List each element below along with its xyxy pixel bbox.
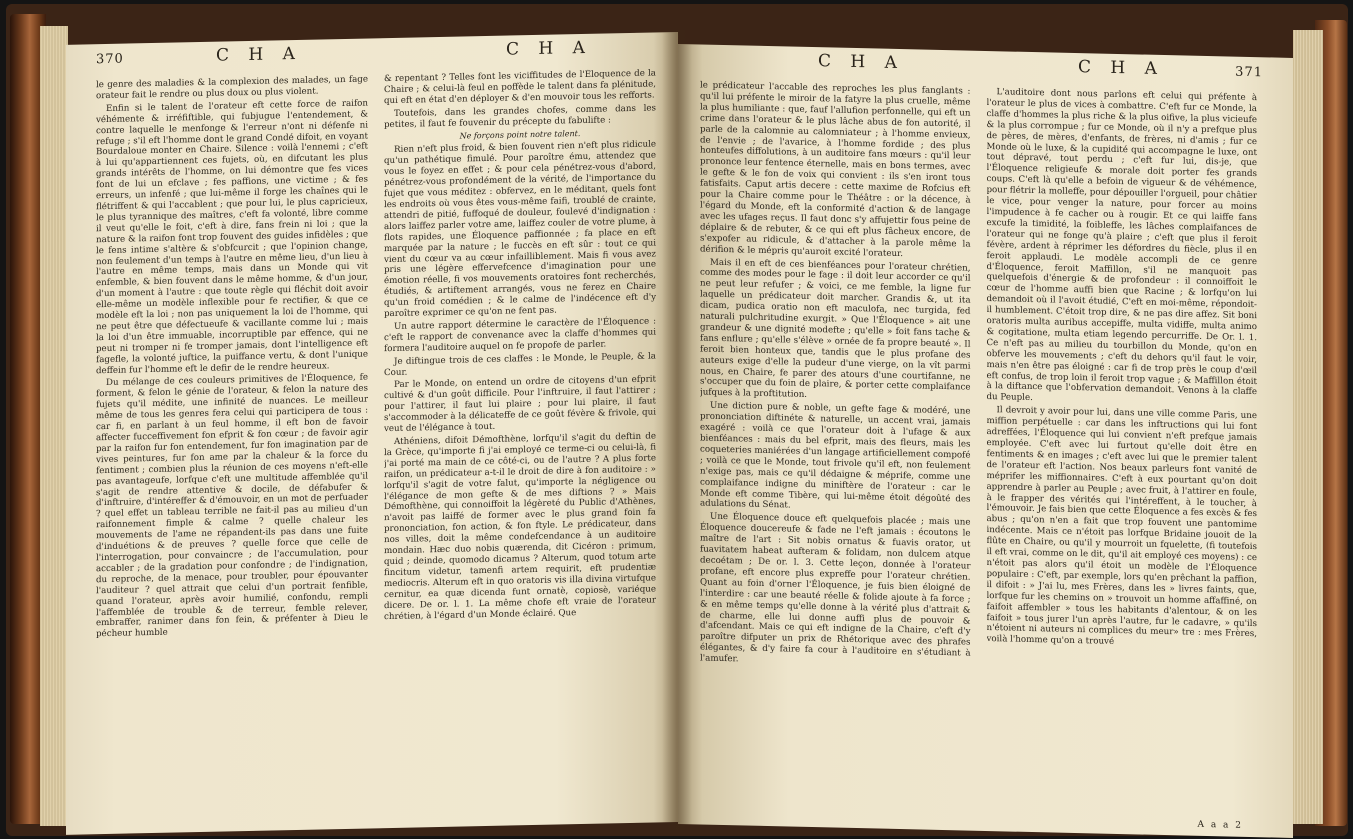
right-page-column-1 — [700, 80, 971, 810]
right-page-columns — [700, 80, 1257, 817]
paragraph: le genre des maladies & la complexion des malades, un fage orateur fait le rendre ou plus doux ou plus violent. — [96, 74, 368, 102]
paragraph: le prédicateur l'accable des reproches les plus fanglants : qu'il lui préfente le miroir de la fatyre la plus cruelle, même la plus humiliante : que, fauf l'allufion perfonnelle, qui eft un crime dans l'orateur & le plus lâche abus de fon autorité, il parle de la calomnie au calomniateur ; à l'homme envieux, de l'envie ; de l'avarice, à l'homme fordide ; des plus honteufes diffolutions, à un auditoire fans mœurs : qu'il leur prononce leur fentence éternelle, mais en bons termes, avec le gefte & le fon de voix qui convient : ils s'en iront tous fatisfaits. Caput artis decere : cette maxime de Rofcius eft pour la Chaire comme pour le Théâtre : or la décence, à l'égard du Monde, eft la conformité d'action & de langage avec les ufages reçus. Il faut donc s'y affujettir fous peine de déplaire & de rebuter, & ce qui eft plus fâcheux encore, de s'expofer au ridicule, & d'attacher à la parole même la dérifion & le mépris qu'auroit excité l'orateur. — [700, 80, 971, 259]
paragraph: Mais il en eft de ces bienféances pour l'orateur chrétien, comme des modes pour le fage : il doit leur accorder ce qu'il ne peut leur refufer ; & voici, ce me femble, la ligne fur laquelle un prédicateur doit marcher. Grandis &, ut ita dicam, pudica oratio non eft maculofa, nec turgida, fed naturali pulchritudine exurgit. » Que l'Éloquence » ait une grandeur & une dignité modefte ; qu'elle » foit fans tache & fans enflure ; qu'elle s'élève » ornée de fa propre beauté ». Il feroit bien honteux que, tandis que le plus profane des auteurs exige d'elle la pudeur d'une vierge, on la vît parmi nous, en Chaire, fe parer des atours d'une courtifanne, ne s'occuper que du foin de plaire, & porter cette complaifance jufques à la proftitution. — [700, 257, 971, 401]
left-running-head-right: C H A — [506, 37, 592, 60]
catchword: A a a 2 — [1197, 819, 1243, 831]
paragraph: Un autre rapport détermine le caractère de l'Éloquence : c'eft le rapport de convenance avec la claffe d'hommes qui formera l'auditoire auquel on fe propofe de parler. — [384, 316, 656, 354]
right-page-column-2 — [987, 87, 1258, 817]
paragraph: Par le Monde, on entend un ordre de citoyens d'un efprit cultivé & d'un goût difficile. Pour l'inftruire, il faut l'attirer ; pour l'attirer, il faut lui plaire ; pour lui plaire, il faut s'accommoder à la délicateffe de ce goût févère & frivole, qui veut de l'élégance à tout. — [384, 374, 656, 435]
paragraph: L'auditoire dont nous parlons eft celui qui préfente à l'orateur le plus de vices à combattre. C'eft fur ce Monde, la claffe d'hommes la plus riche & la plus oifive, la plus vicieufe & la plus corrompue ; fur ce Monde, où il n'y a prefque plus de pères, de mères, d'enfants, de frères, ni d'amis ; fur ce Monde où le luxe, & la cupidité qui accompagne le luxe, ont tout dépravé, tout perdu ; c'eft fur lui, dis-je, que l'Éloquence religieufe & morale doit porter fes grands coups. C'eft là qu'elle a befoin de vigueur & de véhémence, pour flétrir la molleffe, pour dépouiller l'orgueil, pour châtier le vice, pour venger la nature, pour forcer au moins l'impudence à fe cacher ou à rougir. Et ce qui laiffe fans excufe la timidité, la foibleffe, les lâches complaifances de l'orateur qui ne fonge qu'à plaire ; c'eft que plus il feroit févère, ardent à réprimer les défordres du fiècle, plus il en feroit applaudi. Le modèle accompli de ce genre d'Éloquence, feroit Maffillon, s'il ne manquoit pas quelquefois d'énergie & de profondeur : il connoiffoit le cœur de l'homme auffi bien que Racine ; & lorfqu'on lui demandoit où il l'avoit étudié, C'eft en moi-même, répondoit-il humblement. C'étoit trop dire, & ne pas dire affez. Sit boni oratoris multa auribus accepiffe, multa vidiffe, multa animo & cogitatione, multa etiam legendo percurriffe. De Or. l. 1. Ce n'eft pas au milieu du tourbillon du Monde, qu'on en obferve les mouvements ; c'eft du dehors qu'il faut le voir, mais n'en être pas éloigné : car fi de trop près le coup d'œil eft confus, de trop loin il feroit trop vague ; & Maffillon étoit à la diftance que l'obfervation demandoit. Venons à la claffe du Peuple. — [986, 87, 1257, 404]
verse-quote: Ne forçons point notre talent. — [459, 128, 581, 141]
paragraph: Du mélange de ces couleurs primitives de l'Éloquence, fe forment, & felon le génie de l'orateur, & felon la nature des fujets qu'il médite, une infinité de nuances. Le meilleur même de tous les genres fera celui qui participera de tous : car fi, en parlant à un feul homme, il eft bon de favoir affecter fucceffivement fon efprit & fon cœur ; de favoir agir par la raifon fur fon entendement, fur fon imagination par de vives peintures, fur fon ame par la chaleur & la force du fentiment ; combien plus la réunion de ces moyens n'eft-elle pas avantageufe, lorfque c'eft une multitude affemblée qu'il s'agit de rendre attentive & docile, de défabufer & d'inftruire, d'intéreffer & d'émouvoir, en un mot de perfuader ? quel effet un tableau terrible ne fait-il pas au milieu d'un raifonnement fimple & calme ? quelle chaleur les mouvements de l'ame ne répandent-ils pas dans une fuite d'induétions & de preuves ? quelle force que celle de l'interrogation, pour convaincre ; de l'accumulation, pour accabler ; de la gradation pour confondre ; de l'indignation, du reproche, de la menace, pour troubler, pour épouvanter l'auditeur ? quel attrait que celui d'un portrait fenfible, quand l'orateur, après avoir humilié, confondu, rempli l'affemblée de trouble & de terreur, femble relever, embraffer, ranimer dans fon fein, & préfenter à Dieu le pécheur humble — [96, 372, 368, 640]
right-page — [678, 44, 1293, 838]
right-running-head-right: C H A — [1078, 57, 1164, 80]
right-running-head-left: C H A — [818, 51, 904, 74]
book-gutter — [662, 30, 692, 830]
page-stack-left — [40, 26, 68, 826]
paragraph: Je diftingue trois de ces claffes : le Monde, le Peuple, & la Cour. — [384, 351, 656, 378]
paragraph: Toutefois, dans les grandes chofes, comme dans les petites, il faut fe fouvenir du précepte du fabulifte : — [384, 103, 656, 130]
page-stack-right — [1293, 30, 1323, 824]
paragraph: & repentant ? Telles font les viciffitudes de l'Éloquence de la Chaire ; & celui-là feul en poffède le talent dans fa plénitude, qui eft en état d'en déployer & d'en mouvoir tous les refforts. — [384, 68, 656, 106]
left-page — [66, 32, 678, 835]
paragraph: Rien n'eft plus froid, & bien fouvent rien n'eft plus ridicule qu'un pathétique fimulé. Pour paroître ému, attendez que vous le foyez en effet ; & pour cela pénétrez-vous d'abord, pénétrez-vous profondément de la vérité, de l'importance du fujet que vous méditez : obfervez, en le méditant, quels font les endroits où vous êtes vous-même faifi, troublé de crainte, attendri de pitié, fuffoqué de douleur, foulevé d'indignation : alors laiffez parler votre ame, laiffez couler de votre plume, à flots rapides, une Éloquence paffionnée ; fa place en eft marquée par la nature ; le fuccès en eft sûr : tout ce qui vient du cœur va au cœur infailliblement. Mais fi vous avez pris une légère effervefcence d'imagination pour une émotion réelle, fi vos mouvements oratoires font recherchés, étudiés, & artiftement arrangés, vous ne ferez en Chaire qu'un froid comédien ; & le calme de l'indécence eft d'y paroître exprimer ce qu'on ne fent pas. — [384, 139, 656, 320]
left-page-column-1 — [96, 74, 368, 814]
paragraph: Une diction pure & noble, un gefte fage & modéré, une prononciation diftinéte & naturelle, un accent vrai, jamais exagéré : voilà ce que l'orateur doit à l'ufage & aux bienféances : mais du bel efprit, mais des fleurs, mais les coqueteries maniérées d'un langage artificiellement compofé ; voilà ce que le Monde, tout frivole qu'il eft, non feulement n'exige pas, mais ce qu'il dédaigne & méprife, comme une complaifance indigne du miniftère de l'orateur : car le Monde eft comme Tibère, qui lui-même étoit dégoûté des adulations du Sénat. — [700, 401, 971, 511]
left-page-number: 370 — [96, 51, 124, 68]
left-running-head-left: C H A — [216, 43, 302, 66]
paragraph: Il devroit y avoir pour lui, dans une ville comme Paris, une miffion perpétuelle : car dans les inftructions qui lui font adreffées, l'Éloquence qui lui convient n'eft prefque jamais employée. C'eft avec lui furtout qu'elle doit être en fentiments & en images ; c'eft avec lui que le premier talent de l'orateur eft l'action. Nos beaux parleurs font vanité de méprifer les miffionnaires. C'eft à eux pourtant qu'on doit apprendre à parler au Peuple ; avec fruit, à l'attirer en foule, à le frapper des vérités qui l'intéreffent, à le toucher, à l'émouvoir. Je fais bien que cette Éloquence a fes excès & fes abus ; qu'on n'en a fait que trop fouvent une pantomime indécente. Mais ce n'étoit pas lorfque Bridaine jouoit de la flûte en Chaire, ou qu'il y mourroit un fquelette, (fi toutefois il eft vrai, comme on le dit, qu'il ait employé ces moyens) : ce n'étoit pas alors qu'il étoit un modèle de l'Éloquence populaire : C'eft, par exemple, lors qu'en prêchant la paffion, il difoit : » J'ai lu, mes Frères, dans les » livres faints, que, lorfque fur les chemins on » trouvoit un homme affaffiné, on faifoit affembler » tous les habitants d'alentour, & on les faifoit » tous jurer l'un après l'autre, fur le cadavre, » qu'ils n'étoient ni auteurs ni complices du meur» tre : mes Frères, voilà l'homme qu'on a trouvé — [986, 405, 1257, 648]
paragraph: Athéniens, difoit Démofthène, lorfqu'il s'agit du deftin de la Grèce, qu'importe fi j'ai employé ce terme-ci ou celui-là, fi j'ai porté ma main de ce côté-ci, ou de l'autre ? A plus forte raifon, un prédicateur a-t-il le droit de dire à fon auditoire : » lorfqu'il s'agit de votre falut, qu'importe la négligence ou l'élégance de mon gefte & de mes diftions ? » Mais Démofthène, qui connoiffoit la légèreté du Public d'Athènes, n'avoit pas laiffé de former avec le plus grand foin fa prononciation, fon action, & fon ftyle. Le prédicateur, dans nos villes, doit la même condefcendance à un auditoire mondain. Hæc duo nobis quærenda, dit Cicéron : primum, quid ; deinde, quomodo dicamus ? Alterum, quod totum arte fincitum videtur, tamenfi artem requirit, eft prudentiæ mediocris. Alterum eft in quo oratoris vis illa divina virtufque cernitur, ea quæ dicenda funt ornatè, copiosè, variéque dicere. De or. l. 1. La même chofe eft vraie de l'orateur chrétien, à l'égard d'un Monde éclairé. Que — [384, 431, 656, 622]
right-page-number: 371 — [1235, 64, 1263, 81]
left-page-column-2 — [384, 68, 656, 808]
paragraph: Enfin si le talent de l'orateur eft cette force de raifon véhémente & irréfiftible, qui fubjugue l'entendement, & contre laquelle le menfonge & l'erreur n'ont ni défenfe ni refuge ; s'il eft l'homme dont le grand Condé difoit, en voyant Bourdaloue monter en Chaire. Silence : voilà l'ennemi ; c'eft à lui qu'appartiennent ces fujets, où, en difcutant les plus grands intérêts de l'homme, on lui démontre que fes vices font de lui un efclave ; fes paffions, une victime ; & fes erreurs, un infenfé ; que lui-même il forge les chaînes qui le flétriffent & qui l'accablent ; que pour lui, le plus capricieux, le plus tyrannique des maîtres, c'eft fa volonté, libre comme il veut qu'elle le foit, c'eft à dire, fans frein ni loi ; que la nature & la raifon font trop fouvent des guides infidèles ; que le fens intime s'altère & s'obfcurcit ; que l'opinion change, non feulement d'un temps à l'autre en même lieu, d'un lieu à l'autre en même temps, mais dans un Monde qui vit enfemble, & bien fouvent dans le même homme, & d'un jour, d'un moment à l'autre : que toute règle qui fléchit doit avoir elle-même un modèle inflexible pour fe rectifier, & que ce modèle eft la loi ; non pas uniquement la loi de l'homme, qui ne peut être que défectueufe & vacillante comme lui ; mais la loi d'un être immuable, incorruptible par effence, qui ne peut ni tromper ni fe tromper jamais, dont l'intelligence eft fagefle, la volonté juftice, la puiffance vertu, & dont l'unique deffein fur l'homme eft le defir de le rendre heureux. — [96, 98, 368, 376]
paragraph: Une Éloquence douce eft quelquefois placée ; mais une Éloquence doucereufe & fade ne l'eft jamais : écoutons le maître de l'art : Sit nobis ornatus & fuavis orator, ut fuavitatem habeat aufteram & folidam, non dulcem atque decoétam ; De or. l. 3. Cette leçon, donnée à l'orateur profane, eft encore plus expreffe pour l'orateur chrétien. Quant au foin d'orner l'Éloquence, je fuis bien éloigné de l'interdire : car une beauté réelle & folide ajoute à fa force ; & en même temps qu'elle donne à la vérité plus d'attrait & de charme, elle lui donne auffi plus de pouvoir & d'afcendant. Mais ce qui eft indigne de la Chaire, c'eft d'y paroître difputer un prix de Rhétorique avec des phrafes élégantes, & d'y faire fa cour à l'auditoire en s'étudiant à l'amufer. — [700, 512, 971, 665]
left-page-columns — [96, 68, 656, 814]
